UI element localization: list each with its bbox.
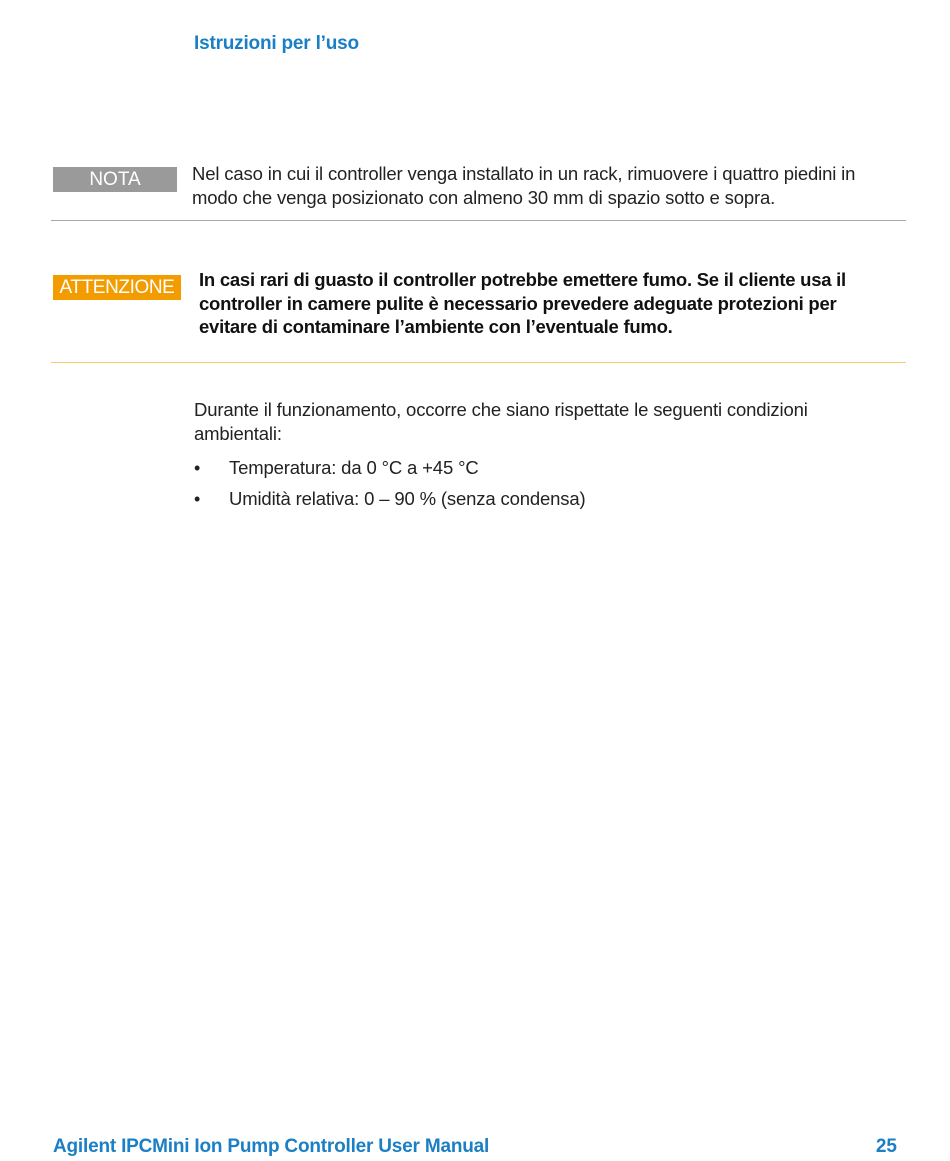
- caution-divider: [51, 362, 906, 363]
- note-text: Nel caso in cui il controller venga installato in un rack, rimuovere i quattro piedini in modo che venga posizionato con almeno 30 mm di spazio sotto e sopra.: [192, 163, 856, 208]
- conditions-list: [194, 456, 894, 518]
- section-title: Istruzioni per l’uso: [194, 33, 359, 54]
- list-item-text: Temperatura: da 0 °C a +45 °C: [229, 457, 479, 478]
- note-divider: [51, 220, 906, 221]
- caution-badge: ATTENZIONE: [53, 275, 181, 300]
- note-badge: NOTA: [53, 167, 177, 192]
- footer-manual-title: Agilent IPCMini Ion Pump Controller User Manual: [53, 1136, 490, 1157]
- list-item: [194, 487, 894, 518]
- caution-text: In casi rari di guasto il controller potrebbe emettere fumo. Se il cliente usa il controller in camere pulite è necessario prevedere adeguate protezioni per evitare di contaminare l’ambiente con l’eventuale fumo.: [199, 269, 846, 337]
- body-paragraph: Durante il funzionamento, occorre che siano rispettate le seguenti condizioni ambientali:: [194, 399, 808, 444]
- page-number: 25: [875, 1136, 897, 1157]
- list-item: [194, 456, 894, 487]
- bullet-icon: •: [194, 458, 201, 478]
- list-item-text: Umidità relativa: 0 – 90 % (senza condensa): [229, 488, 586, 509]
- bullet-icon: •: [194, 489, 201, 509]
